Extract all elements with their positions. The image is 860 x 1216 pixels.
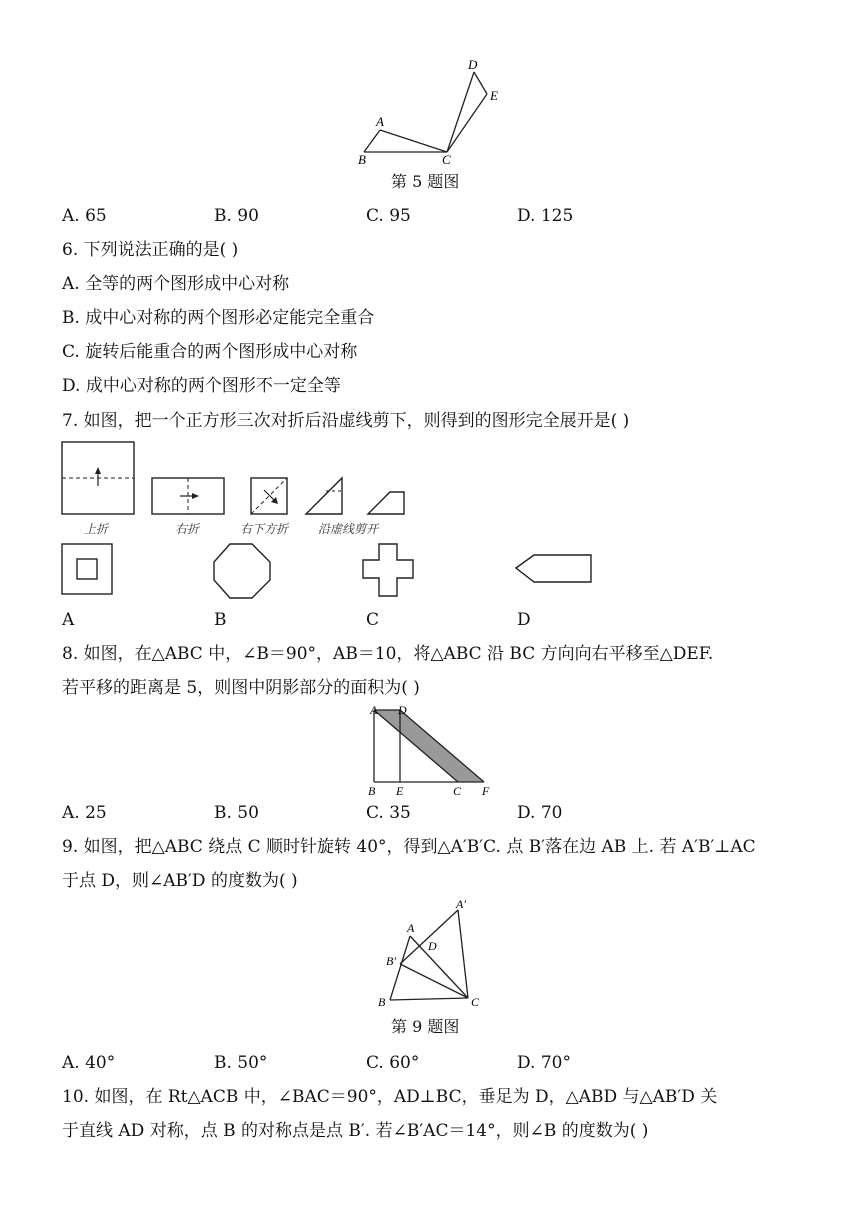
shaded-region — [374, 710, 484, 782]
seg-cd — [447, 72, 474, 152]
seg-ba — [364, 130, 380, 152]
q9-option-d: D. 70° — [517, 1053, 571, 1073]
q5-caption: 第 5 题图 — [391, 172, 460, 191]
q8-stem-line1: 8. 如图，在△ABC 中，∠B＝90°，AB＝10，将△ABC 沿 BC 方向向右平移至△DEF. — [62, 644, 714, 664]
q8-stem-line2: 若平移的距离是 5，则图中阴影部分的面积为( ) — [62, 678, 420, 698]
q9-label-a: A — [407, 921, 415, 935]
q9-option-a: A. 40° — [62, 1053, 116, 1073]
q8-label-d: D — [398, 703, 407, 717]
seg-ac — [374, 710, 458, 782]
seg-bprime-c — [400, 964, 468, 998]
q9-label-b: B — [378, 995, 386, 1009]
fold-step1-arrowhead — [95, 467, 101, 474]
q5-option-d: D. 125 — [517, 206, 574, 226]
q5-option-a: A. 65 — [62, 206, 107, 226]
q8-option-d: D. 70 — [517, 803, 563, 823]
choice-a-inner — [77, 559, 97, 579]
fold-step2-arrowhead — [192, 493, 199, 499]
q5-option-b: B. 90 — [214, 206, 259, 226]
q6-option-b: B. 成中心对称的两个图形必定能完全重合 — [62, 308, 375, 328]
q7-choice-b: B — [214, 610, 227, 630]
q5-label-c: C — [442, 152, 451, 167]
q8-label-c: C — [453, 784, 462, 798]
q5-label-e: E — [490, 88, 498, 103]
q9-stem-line1: 9. 如图，把△ABC 绕点 C 顺时针旋转 40°，得到△A′B′C. 点 B′落在边 AB 上. 若 A′B′⊥AC — [62, 837, 756, 857]
q5-label-d: D — [468, 57, 478, 72]
q9-label-aprime: A′ — [456, 897, 466, 911]
seg-aprime-c — [458, 910, 468, 998]
seg-ac — [410, 936, 468, 998]
choice-d-pentagon — [516, 555, 591, 582]
q8-option-a: A. 25 — [62, 803, 107, 823]
seg-df — [400, 710, 484, 782]
choice-b-octagon — [214, 544, 270, 598]
q8-option-b: B. 50 — [214, 803, 259, 823]
q9-stem-line2: 于点 D，则∠AB′D 的度数为( ) — [62, 871, 298, 891]
q5-figure — [350, 56, 510, 168]
seg-ce — [447, 94, 487, 152]
q7-stem: 7. 如图，把一个正方形三次对折后沿虚线剪下，则得到的图形完全展开是( ) — [62, 411, 630, 431]
seg-de — [474, 72, 487, 94]
q7-answer-shapes — [56, 540, 616, 602]
fold-step4-triangle — [306, 478, 342, 514]
q9-label-bprime: B′ — [386, 954, 396, 968]
q8-figure — [362, 702, 502, 798]
fold-step3-dash — [251, 478, 287, 514]
q9-label-d: D — [428, 939, 437, 953]
q8-label-f: F — [482, 784, 490, 798]
q10-stem-line1: 10. 如图，在 Rt△ACB 中，∠BAC＝90°，AD⊥BC，垂足为 D，△ABD 与△AB′D 关 — [62, 1087, 718, 1107]
q6-stem: 6. 下列说法正确的是( ) — [62, 240, 239, 260]
choice-a-outer — [62, 544, 112, 594]
fold-label-1: 上折 — [84, 522, 109, 536]
q7-choice-c: C — [366, 610, 380, 630]
q8-option-c: C. 35 — [366, 803, 411, 823]
q8-label-e: E — [396, 784, 404, 798]
q7-folding-steps — [56, 436, 416, 540]
q7-choice-d: D — [517, 610, 531, 630]
q6-option-d: D. 成中心对称的两个图形不一定全等 — [62, 376, 341, 396]
q9-option-c: C. 60° — [366, 1053, 420, 1073]
fold-step5-shape — [368, 492, 404, 514]
choice-c-cross — [363, 544, 413, 596]
seg-bc — [390, 998, 468, 1000]
q6-option-a: A. 全等的两个图形成中心对称 — [62, 274, 290, 294]
q6-option-c: C. 旋转后能重合的两个图形成中心对称 — [62, 342, 358, 362]
q8-label-a: A — [370, 703, 378, 717]
q7-choice-a: A — [62, 610, 75, 630]
seg-ac — [380, 130, 447, 152]
q10-stem-line2: 于直线 AD 对称，点 B 的对称点是点 B′. 若∠B′AC＝14°，则∠B 的度数为( ) — [62, 1121, 649, 1141]
q9-label-c: C — [471, 995, 480, 1009]
fold-label-3: 右下方折 — [240, 522, 289, 536]
q9-caption: 第 9 题图 — [391, 1017, 460, 1036]
q5-label-a: A — [376, 114, 384, 129]
q5-label-b: B — [358, 152, 366, 167]
q5-option-c: C. 95 — [366, 206, 411, 226]
fold-label-4: 沿虚线剪开 — [318, 522, 379, 536]
q9-option-b: B. 50° — [214, 1053, 268, 1073]
fold-label-2: 右折 — [175, 522, 200, 536]
q9-figure — [370, 894, 500, 1012]
q8-label-b: B — [368, 784, 376, 798]
